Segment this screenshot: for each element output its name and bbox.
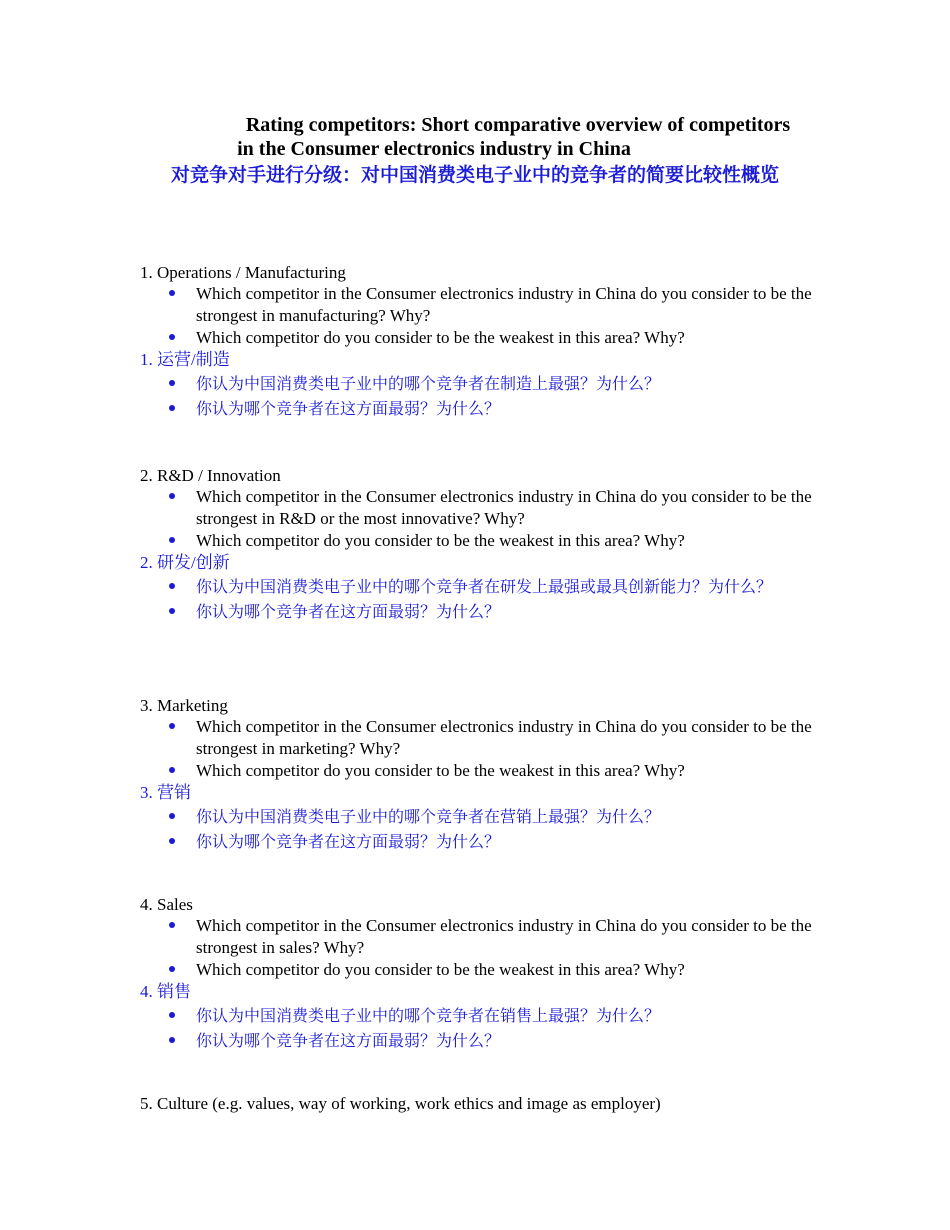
bullet-icon (169, 334, 175, 340)
list-item: 你认为中国消费类电子业中的哪个竞争者在销售上最强？为什么？ (140, 1003, 820, 1028)
bullet-icon (169, 813, 175, 819)
list-item: Which competitor in the Consumer electronics industry in China do you consider to be the strongest in marketing? Why? (140, 716, 820, 760)
section-heading-en: 4. Sales (140, 895, 193, 914)
bullet-icon (169, 723, 175, 729)
section-operations (140, 262, 820, 421)
bullet-icon (169, 922, 175, 928)
bullet-icon (169, 1037, 175, 1043)
bullet-icon (169, 537, 175, 543)
list-item: Which competitor in the Consumer electronics industry in China do you consider to be the strongest in sales? Why? (140, 915, 820, 959)
list-item: 你认为中国消费类电子业中的哪个竞争者在制造上最强？为什么？ (140, 371, 820, 396)
bullet-icon (169, 380, 175, 386)
list-item: 你认为哪个竞争者在这方面最弱？为什么？ (140, 829, 820, 854)
list-item: 你认为中国消费类电子业中的哪个竞争者在营销上最强？为什么？ (140, 804, 820, 829)
bullet-icon (169, 405, 175, 411)
list-item: 你认为哪个竞争者在这方面最弱？为什么？ (140, 396, 820, 421)
document-title-zh: 对竞争对手进行分级：对中国消费类电子业中的竞争者的简要比较性概览 (170, 164, 779, 186)
section-heading-en: 1. Operations / Manufacturing (140, 263, 346, 282)
section-heading-zh: 4. 销售 (140, 982, 191, 1001)
bullet-icon (169, 767, 175, 773)
bullet-icon (169, 493, 175, 499)
list-item: 你认为哪个竞争者在这方面最弱？为什么？ (140, 599, 820, 624)
document-title-en (140, 113, 810, 161)
section-rnd (140, 465, 820, 624)
list-item: Which competitor do you consider to be the weakest in this area? Why? (140, 530, 820, 552)
section-heading-en: 3. Marketing (140, 696, 228, 715)
list-item: Which competitor do you consider to be the weakest in this area? Why? (140, 327, 820, 349)
list-item: Which competitor do you consider to be the weakest in this area? Why? (140, 760, 820, 782)
bullet-icon (169, 966, 175, 972)
section-heading-en: 2. R&D / Innovation (140, 466, 281, 485)
list-item: 你认为中国消费类电子业中的哪个竞争者在研发上最强或最具创新能力？为什么？ (140, 574, 820, 599)
list-item: Which competitor in the Consumer electronics industry in China do you consider to be the strongest in manufacturing? Why? (140, 283, 820, 327)
section-heading-zh: 1. 运营/制造 (140, 350, 230, 369)
section-heading-zh: 3. 营销 (140, 783, 191, 802)
bullet-icon (169, 1012, 175, 1018)
bullet-icon (169, 608, 175, 614)
list-item: 你认为哪个竞争者在这方面最弱？为什么？ (140, 1028, 820, 1053)
section-marketing (140, 695, 820, 854)
section-heading-zh: 2. 研发/创新 (140, 553, 230, 572)
section-sales (140, 894, 820, 1053)
title-line-2: in the Consumer electronics industry in China (237, 138, 631, 160)
list-item: Which competitor do you consider to be the weakest in this area? Why? (140, 959, 820, 981)
section-heading-culture: 5. Culture (e.g. values, way of working, work ethics and image as employer) (140, 1094, 661, 1113)
bullet-icon (169, 838, 175, 844)
title-line-1: Rating competitors: Short comparative overview of competitors (245, 114, 791, 136)
bullet-icon (169, 583, 175, 589)
bullet-icon (169, 290, 175, 296)
list-item: Which competitor in the Consumer electronics industry in China do you consider to be the strongest in R&D or the most innovative? Why? (140, 486, 820, 530)
